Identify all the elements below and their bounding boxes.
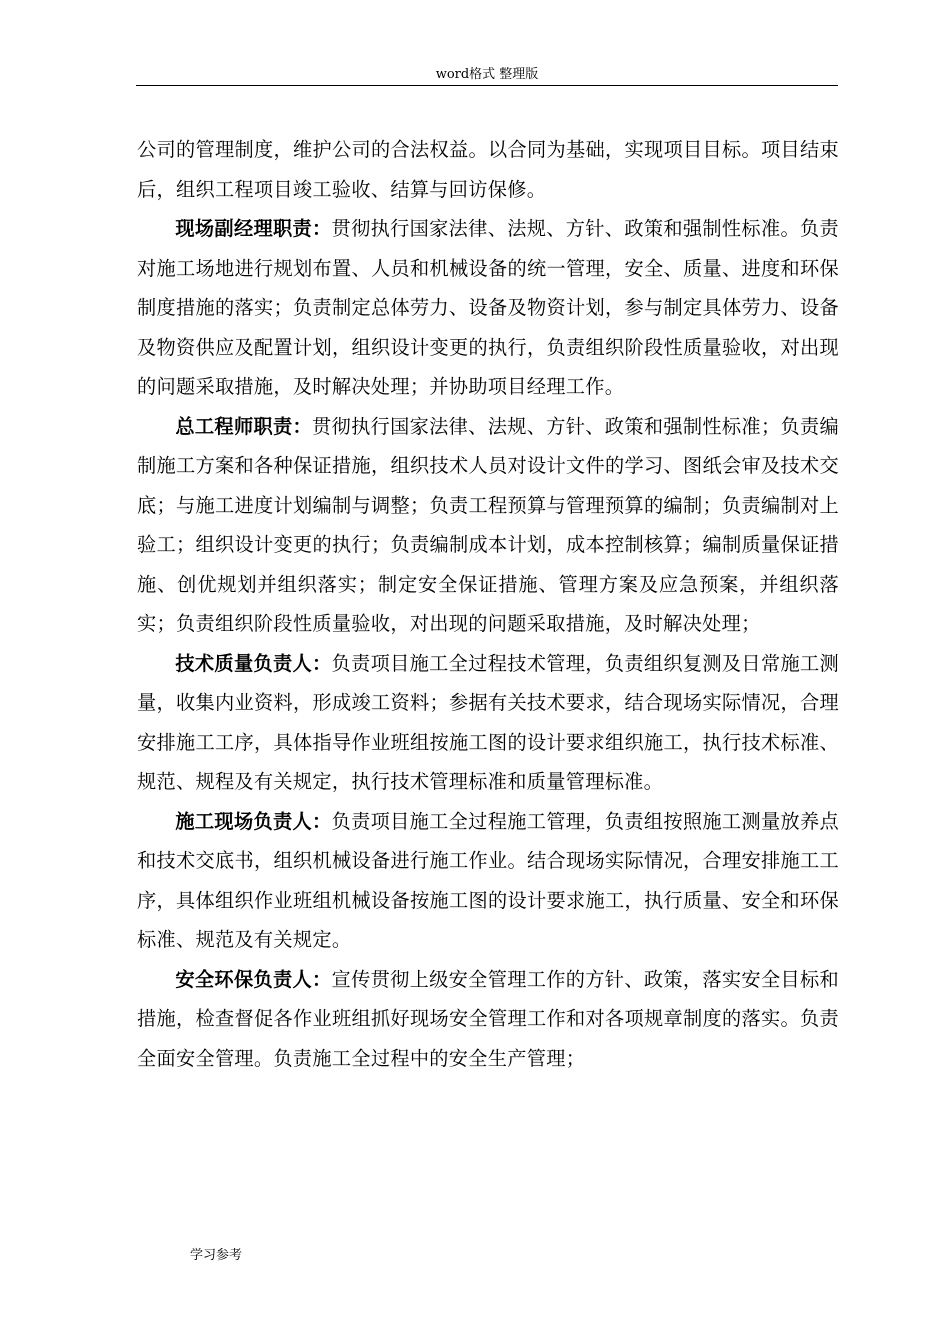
paragraph-lead: 施工现场负责人： <box>175 809 332 833</box>
paragraph-site-manager <box>137 802 839 960</box>
paragraph-deputy-manager <box>137 209 839 407</box>
header-text: word格式 整理版 <box>435 67 539 82</box>
page-footer <box>190 1247 242 1265</box>
paragraph-safety-environment <box>137 960 839 1079</box>
footer-text: 学习参考 <box>190 1248 243 1263</box>
paragraph-text: 贯彻执行国家法律、法规、方针、政策和强制性标准。负责对施工场地进行规划布置、人员和机械设备的统一管理，安全、质量、进度和环保制度措施的落实；负责制定总体劳力、设备及物资计划，参与制定具体劳力、设备及物资供应及配置计划，组织设计变更的执行，负责组织阶段性质量验收，对出现的问题采取措施，及时解决处理；并协助项目经理工作。 <box>137 217 839 398</box>
paragraph-technical-quality <box>137 644 839 802</box>
paragraph-chief-engineer <box>137 407 839 644</box>
paragraph-text: 负责项目施工全过程技术管理，负责组织复测及日常施工测量，收集内业资料，形成竣工资料；参据有关技术要求，结合现场实际情况，合理安排施工工序，具体指导作业班组按施工图的设计要求组织施工，执行技术标准、规范、规程及有关规定，执行技术管理标准和质量管理标准。 <box>137 651 839 793</box>
paragraph-text: 宣传贯彻上级安全管理工作的方针、政策，落实安全目标和措施，检查督促各作业班组抓好现场安全管理工作和对各项规章制度的落实。负责全面安全管理。负责施工全过程中的安全生产管理； <box>137 967 839 1070</box>
paragraph-lead: 现场副经理职责： <box>175 217 332 240</box>
paragraph-text: 负责项目施工全过程施工管理，负责组按照施工测量放养点和技术交底书，组织机械设备进行施工作业。结合现场实际情况，合理安排施工工序，具体组织作业班组机械设备按施工图的设计要求施工，执行质量、安全和环保标准、规范及有关规定。 <box>137 809 839 951</box>
page-header <box>136 66 838 86</box>
document-body <box>137 130 839 1078</box>
paragraph-continuation <box>137 130 839 209</box>
paragraph-text: 贯彻执行国家法律、法规、方针、政策和强制性标准；负责编制施工方案和各种保证措施，组织技术人员对设计文件的学习、图纸会审及技术交底；与施工进度计划编制与调整；负责工程预算与管理预算的编制；负责编制对上验工；组织设计变更的执行；负责编制成本计划，成本控制核算；编制质量保证措施、创优规划并组织落实；制定安全保证措施、管理方案及应急预案，并组织落实；负责组织阶段性质量验收，对出现的问题采取措施，及时解决处理； <box>137 414 839 635</box>
paragraph-text: 公司的管理制度，维护公司的合法权益。以合同为基础，实现项目目标。项目结束后，组织工程项目竣工验收、结算与回访保修。 <box>137 138 839 201</box>
paragraph-lead: 总工程师职责： <box>175 414 313 438</box>
paragraph-lead: 安全环保负责人： <box>175 967 332 991</box>
paragraph-lead: 技术质量负责人： <box>175 651 332 675</box>
